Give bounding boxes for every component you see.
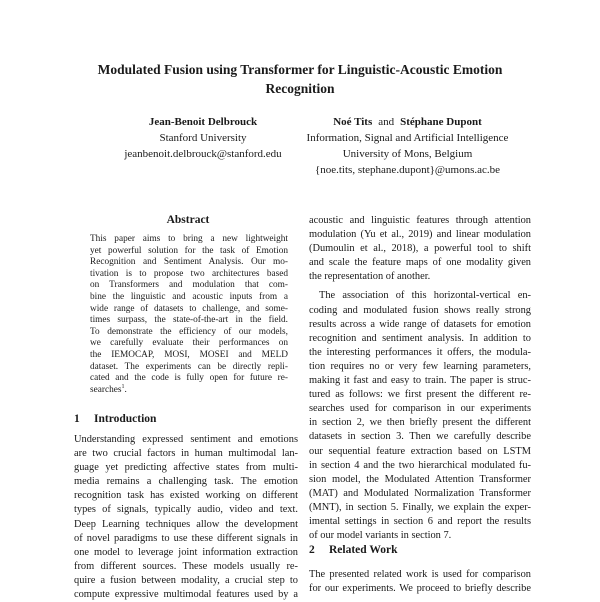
- body-line: media remains a challenging task. The emotion: [74, 476, 298, 488]
- right-column-body: [309, 214, 531, 543]
- body-line: for our experiments. We proceed to briefly describe: [309, 583, 531, 595]
- abstract-line: bine the linguistic and acoustic inputs from a: [90, 291, 288, 302]
- footnote-marker[interactable]: 1: [121, 383, 125, 390]
- author-affiliation: Stanford University: [159, 132, 247, 144]
- body-line: Understanding expressed sentiment and emotions: [74, 434, 298, 445]
- body-line: acoustic and linguistic features through attention: [309, 215, 531, 226]
- section-number: 1: [74, 413, 80, 425]
- body-line: from different sources. These models usually re-: [74, 560, 298, 572]
- body-line: The association of this horizontal-vertical en-: [319, 290, 531, 302]
- abstract-line: tivation is to propose two architectures based: [90, 268, 288, 279]
- abstract-line: dataset. The experiments can be directly repli-: [90, 361, 288, 372]
- author-and: and: [378, 116, 395, 128]
- abstract-last-period: .: [124, 384, 127, 395]
- body-line: (MAT) and Modulated Normalization Transformer: [309, 487, 531, 499]
- section-title: Introduction: [94, 413, 157, 425]
- introduction-body: [74, 433, 298, 602]
- author-email: jeanbenoit.delbrouck@stanford.edu: [124, 148, 282, 160]
- body-line: datasets in section 3. Then we carefully describe: [309, 431, 531, 443]
- abstract-body: [90, 234, 288, 396]
- body-line: searches used for comparison in our experiments: [309, 403, 531, 415]
- body-line: our sequential feature extraction based on LSTM: [309, 445, 531, 457]
- abstract-last-text: searches: [90, 384, 122, 395]
- body-line: recognition task has existed working on different: [74, 490, 298, 502]
- title-line-1: Modulated Fusion using Transformer for Linguistic-Acoustic Emotion: [97, 62, 503, 77]
- body-line: sion model, the Modulated Attention Transformer: [309, 473, 531, 485]
- body-line: coding and modulated fusion shows really strong: [309, 304, 531, 316]
- body-line: imental settings in section 6 and report the results: [309, 515, 531, 527]
- abstract-line: the IEMOCAP, MOSI, MOSEI and MELD: [90, 349, 288, 360]
- abstract-line: wide range of datasets to challenge, and some-: [90, 303, 288, 314]
- abstract-line: on Transformers and modulation that com-: [90, 280, 288, 291]
- body-line: (MNT), in section 5. Finally, we explain the exper-: [309, 501, 531, 513]
- abstract-line: times surpass, the state-of-the-art in the field.: [90, 315, 288, 326]
- body-line: of our model variants in section 7.: [309, 530, 452, 542]
- author-block-left: [108, 114, 298, 162]
- body-line: quire a fusion between modality, a crucial step to: [74, 574, 298, 586]
- body-line: tion requires no or very few learning parameters,: [309, 360, 531, 372]
- body-line: tured as follows: we first present the different re-: [309, 389, 531, 401]
- section-title: Related Work: [329, 544, 398, 556]
- body-line: types of signals, typically audio, video and text.: [74, 504, 298, 516]
- paper-title: [60, 60, 540, 98]
- body-line: (Dumoulin et al., 2018), a powerful tool to shift: [309, 243, 531, 255]
- body-line: one model to leverage joint information extraction: [74, 546, 298, 558]
- body-line: in section 2, we then briefly present the different: [309, 417, 531, 429]
- author-block-right: [285, 114, 530, 178]
- author-name: Noé Tits: [333, 116, 373, 128]
- body-line: the representation of another.: [309, 271, 431, 283]
- section-heading-related-work: [309, 544, 397, 556]
- abstract-line: This paper aims to bring a new lightweight: [90, 234, 288, 244]
- abstract-heading: Abstract: [166, 214, 210, 226]
- related-work-body: [309, 568, 531, 596]
- abstract-line: To demonstrate the efficiency of our models,: [90, 326, 288, 337]
- abstract-line: cated and the code is fully open for future re-: [90, 373, 288, 384]
- abstract-line: we carefully evaluate their performances on: [90, 338, 288, 349]
- body-line: Deep Learning techniques allow the development: [74, 518, 298, 530]
- body-line: in section 4 and the two hierarchical modulated fu-: [309, 459, 531, 471]
- abstract-line: yet powerful solution for the task of Emotion: [90, 245, 288, 256]
- author-name: Stéphane Dupont: [400, 116, 482, 128]
- body-line: guage yet predicting affective states from multi-: [74, 462, 298, 474]
- body-line: making it fast and easy to train. The paper is struc-: [309, 375, 531, 387]
- abstract-line-last: [90, 385, 288, 397]
- author-email: {noe.tits, stephane.dupont}@umons.ac.be: [314, 164, 501, 176]
- body-line: modulation (Yu et al., 2019) and linear modulation: [309, 229, 531, 241]
- author-names: [285, 114, 530, 130]
- body-line: the interesting performances it offers, the modula-: [309, 346, 531, 358]
- body-line: and scale the feature maps of one modality given: [309, 257, 531, 269]
- body-line: compute expressive multimodal features used by a: [74, 589, 298, 601]
- abstract-line: Recognition and Sentiment Analysis. Our mo-: [90, 257, 288, 268]
- body-line: are two crucial factors in human multimodal lan-: [74, 448, 298, 460]
- author-name: Jean-Benoit Delbrouck: [148, 116, 258, 128]
- section-heading-introduction: [74, 413, 156, 425]
- body-line: results across a wide range of datasets for emotion: [309, 318, 531, 330]
- body-line: The presented related work is used for comparison: [309, 569, 531, 580]
- body-line: of novel paradigms to use these different signals in: [74, 532, 298, 544]
- author-affiliation: Information, Signal and Artificial Intelligence: [306, 132, 509, 144]
- author-affiliation: University of Mons, Belgium: [342, 148, 473, 160]
- section-number: 2: [309, 544, 315, 556]
- body-line: recognition and sentiment analysis. In addition to: [309, 332, 531, 344]
- title-line-2: Recognition: [265, 81, 335, 96]
